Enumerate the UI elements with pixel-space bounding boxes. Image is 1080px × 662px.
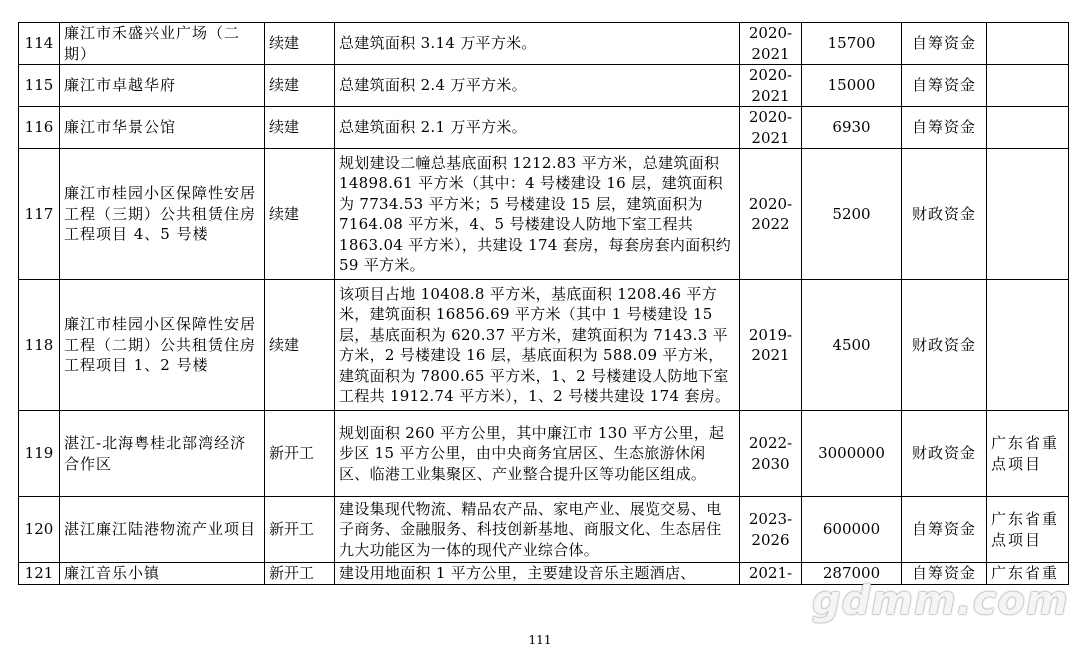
investment-amount: 4500 — [802, 280, 902, 411]
construction-period: 2021- — [740, 563, 802, 585]
remark — [987, 65, 1069, 107]
construction-type: 新开工 — [265, 497, 335, 563]
row-number: 120 — [19, 497, 60, 563]
row-number: 114 — [19, 23, 60, 65]
construction-type: 续建 — [265, 149, 335, 280]
table-row — [19, 23, 1069, 65]
fund-source: 自筹资金 — [902, 497, 987, 563]
construction-type: 新开工 — [265, 411, 335, 497]
remark — [987, 149, 1069, 280]
fund-source: 财政资金 — [902, 411, 987, 497]
construction-period: 2020-2021 — [740, 23, 802, 65]
project-table — [18, 22, 1069, 585]
construction-type: 续建 — [265, 23, 335, 65]
project-description: 该项目占地 10408.8 平方米，基底面积 1208.46 平方米，建筑面积 16856.69 平方米（其中 1 号楼建设 15 层，基底面积为 620.37 平方米，建筑面积为 7143.3 平方米，2 号楼建设 16 层，基底面积为 588.09 平方米，建筑面积为 7800.65 平方米，1、2 号楼建设人防地下室工程共 1912.74 平方米），1、2 号楼共建设 174 套房。 — [335, 280, 740, 411]
table-row — [19, 497, 1069, 563]
page-number: 111 — [528, 633, 552, 647]
investment-amount: 6930 — [802, 107, 902, 149]
project-name: 湛江-北海粤桂北部湾经济合作区 — [60, 411, 265, 497]
row-number: 115 — [19, 65, 60, 107]
row-number: 117 — [19, 149, 60, 280]
construction-type: 续建 — [265, 280, 335, 411]
construction-type: 续建 — [265, 65, 335, 107]
project-description: 规划面积 260 平方公里，其中廉江市 130 平方公里，起步区 15 平方公里，由中央商务宜居区、生态旅游休闲区、临港工业集聚区、产业整合提升区等功能区组成。 — [335, 411, 740, 497]
fund-source: 自筹资金 — [902, 563, 987, 585]
investment-amount: 600000 — [802, 497, 902, 563]
remark — [987, 280, 1069, 411]
fund-source: 自筹资金 — [902, 107, 987, 149]
project-name: 廉江市桂园小区保障性安居工程（三期）公共租赁住房工程项目 4、5 号楼 — [60, 149, 265, 280]
investment-amount: 287000 — [802, 563, 902, 585]
construction-period: 2022-2030 — [740, 411, 802, 497]
project-description: 总建筑面积 2.4 万平方米。 — [335, 65, 740, 107]
table-row — [19, 65, 1069, 107]
project-description: 总建筑面积 2.1 万平方米。 — [335, 107, 740, 149]
fund-source: 财政资金 — [902, 149, 987, 280]
row-number: 119 — [19, 411, 60, 497]
construction-period: 2019-2021 — [740, 280, 802, 411]
site-watermark: gdmm.com — [812, 578, 1069, 624]
table-row — [19, 107, 1069, 149]
project-description: 建设用地面积 1 平方公里，主要建设音乐主题酒店、 — [335, 563, 740, 585]
row-number: 118 — [19, 280, 60, 411]
remark — [987, 23, 1069, 65]
investment-amount: 5200 — [802, 149, 902, 280]
project-name: 廉江市卓越华府 — [60, 65, 265, 107]
row-number: 121 — [19, 563, 60, 585]
remark — [987, 107, 1069, 149]
project-name: 廉江市禾盛兴业广场（二期） — [60, 23, 265, 65]
remark: 广东省重点项目 — [987, 411, 1069, 497]
construction-period: 2020-2022 — [740, 149, 802, 280]
project-name: 廉江音乐小镇 — [60, 563, 265, 585]
construction-type: 新开工 — [265, 563, 335, 585]
project-name: 湛江廉江陆港物流产业项目 — [60, 497, 265, 563]
project-description: 规划建设二幢总基底面积 1212.83 平方米，总建筑面积 14898.61 平方米（其中：4 号楼建设 16 层，建筑面积为 7734.53 平方米；5 号楼建设 15 层，建筑面积为 7164.08 平方米，4、5 号楼建设人防地下室工程共 1863.04 平方米），共建设 174 套房，每套房套内面积约 59 平方米。 — [335, 149, 740, 280]
fund-source: 财政资金 — [902, 280, 987, 411]
investment-amount: 15700 — [802, 23, 902, 65]
project-name: 廉江市桂园小区保障性安居工程（二期）公共租赁住房工程项目 1、2 号楼 — [60, 280, 265, 411]
construction-period: 2020-2021 — [740, 65, 802, 107]
investment-amount: 3000000 — [802, 411, 902, 497]
row-number: 116 — [19, 107, 60, 149]
fund-source: 自筹资金 — [902, 65, 987, 107]
remark: 广东省重点项目 — [987, 497, 1069, 563]
remark: 广东省重 — [987, 563, 1069, 585]
construction-type: 续建 — [265, 107, 335, 149]
project-description: 建设集现代物流、精品农产品、家电产业、展览交易、电子商务、金融服务、科技创新基地、商服文化、生态居住九大功能区为一体的现代产业综合体。 — [335, 497, 740, 563]
fund-source: 自筹资金 — [902, 23, 987, 65]
table-row — [19, 149, 1069, 280]
table-row — [19, 411, 1069, 497]
project-name: 廉江市华景公馆 — [60, 107, 265, 149]
table-row — [19, 280, 1069, 411]
construction-period: 2020-2021 — [740, 107, 802, 149]
project-description: 总建筑面积 3.14 万平方米。 — [335, 23, 740, 65]
construction-period: 2023-2026 — [740, 497, 802, 563]
investment-amount: 15000 — [802, 65, 902, 107]
